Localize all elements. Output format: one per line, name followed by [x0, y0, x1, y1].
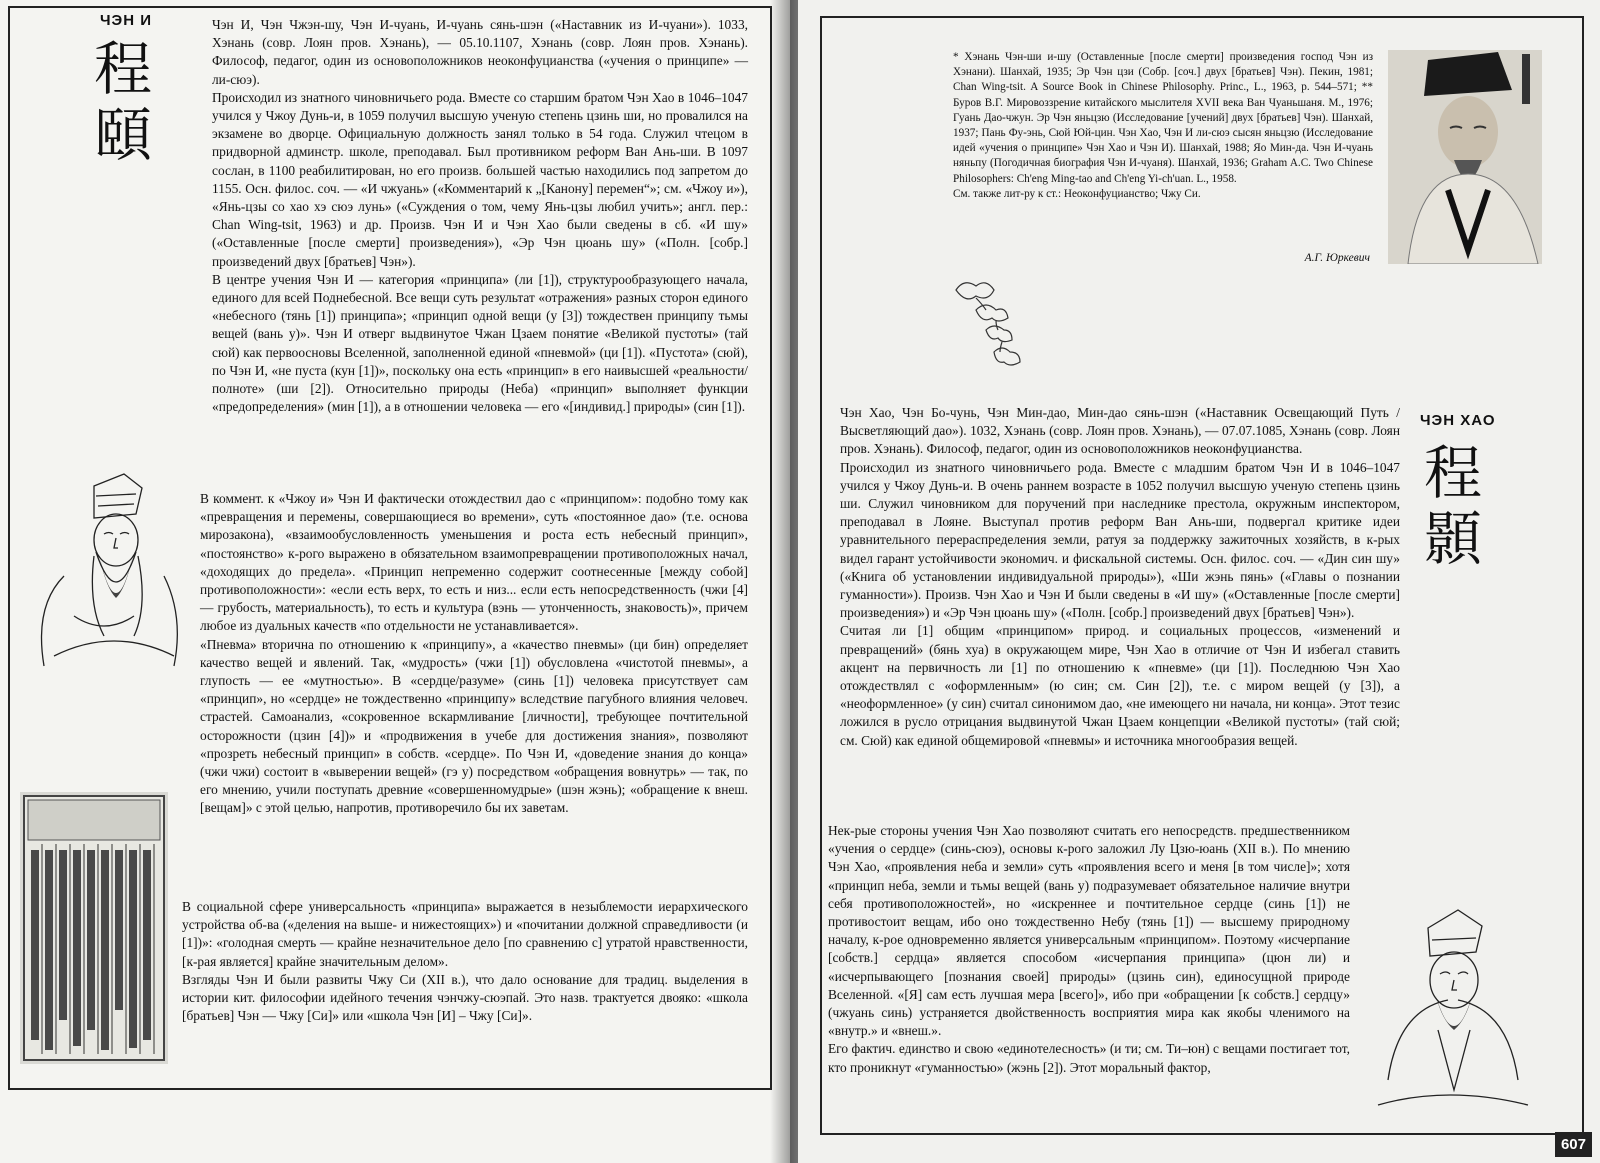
- paragraph: В центре учения Чэн И — категория «принципа» (ли [1]), структурообразующего начала, единого для всей Поднебесной. Все вещи суть результат «отражения» разных сторон единого «небесного (тянь [1]) принципа»; «принцип одной вещи (у [3]) тождествен принципу тьмы вещей (вань у)». Чэн И отверг выдвинутое Чжан Цзаем понятие «Великой пустоты» (тай сюй) как первоосновы Вселенной, заполненной единой «пневмой» (ци [1]). «Пустота» (сюй), по Чэн И, «не пуста (кун [1])», поскольку она есть «принцип» в его наивысшей «реальности/полноте» (ши [2]). Относительно природы (Неба) «принцип» выполняет функции «предопределения» (мин [1]), а в отношении человека — его «[индивид.] природы» (син [1]).: [212, 271, 748, 415]
- paragraph: Происходил из знатного чиновничьего рода. Вместе с младшим братом Чэн И в 1046–1047 учился у Чжоу Дунь-и. В очень раннем возрасте в 1052 получил высшую ученую степень цзинь ши. Служил чиновником для поручений при наследнике престола, окружным инспектором, преподавал в Лояне. Выступал против реформ Ван Ань-ши, подвергал критике идеи уравнительного перераспределения земли, ратуя за поддержку зажиточных хозяйств, в к-рых видел гарант устойчивости экономич. и фискальной системы. Осн. филос. соч. — «Дин син шу» («Книга об установлении индивидуальной природы»), «Ши жэнь пянь» («Главы о познании гуманности»). Произв. Чэн Хао и Чэн И были сведены в «И шу» («Оставленные [после смерти] произведения») и «Эр Чэн цюань шу» («Полн. [собр.] произведений двух [братьев] Чэн»).: [840, 459, 1400, 621]
- chen-hao-portrait: [1358, 900, 1538, 1110]
- bibliography-text: * Хэнань Чэн-ши и-шу (Оставленные [после смерти] произведения господ Чэн из Хэнани). Шанхай, 1935; Эр Чэн цзи (Собр. [соч.] двух [братьев] Чэн). Пекин, 1981; Chan Wing-tsit. A Source Book in Chinese Philosophy. Princ., L., 1963, p. 544–571; ** Буров В.Г. Мировоззрение китайского мыслителя XVII века Ван Чуаньшаня. М., 1976; Гуань Дао-чжун. Эр Чэн яньцзю (Исследование [учений] двух [братьев] Чэн). Шанхай, 1937; Пань Фу-энь, Сюй Юй-цин. Чэн Хао, Чэн И ли-сюэ сысян яньцзю (Исследование идей «учения о принципе» Чэн Хао и Чэн И). Шанхай, 1988; Яо Мин-да. Чэн И-чуань няньпу (Погодичная биография Чэн И-чуаня). Шанхай, 1936; Graham A.C. Two Chinese Philosophers: Ch'eng Ming-tao and Ch'eng Yi-ch'uan. L., 1958.: [953, 51, 1373, 185]
- paragraph: Его фактич. единство и свою «единотелесность» (и ти; см. Ти–юн) с вещами постигает тот, кто проникнут «гуманностью» (жэнь [2]). Этот моральный фактор,: [828, 1041, 1350, 1075]
- woodblock-print-image: [20, 792, 168, 1064]
- chen-yi-article-cont: [200, 490, 748, 818]
- right-page: [798, 0, 1600, 1163]
- article-author: А.Г. Юркевич: [1304, 252, 1370, 264]
- paragraph: В социальной сфере универсальность «принципа» выражается в незыблемости иерархического устройства об-ва («деления на выше- и нижестоящих») и «почитании должной справедливости (и [1])»: «голодная смерть — крайне незначительное дело [по сравнению с] утратой нравственности, [к-рая является] крайне значительным делом».: [182, 899, 748, 969]
- hanzi-char-1: 程: [93, 35, 152, 103]
- paragraph: Происходил из знатного чиновничьего рода. Вместе со старшим братом Чэн Хао в 1046–1047 учился у Чжоу Дунь-и, в 1059 получил высшую ученую степень цзинь ши, но провалился на экзамене во дворце. Официальную должность занял только в 54 года. Служил чтецом в придворной админстр. школе, преподавал. Был противником реформ Ван Ань-ши. В 1097 сослан, в 1100 реабилитирован, но его произв. большей частью находились под запретом до 1155. Осн. филос. соч. — «И чжуань» («Комментарий к „[Канону] перемен“»; см. «Чжоу и»), «Янь-цзы со хао хэ сюэ лунь» («Суждения о том, чему Янь-цзы любил учить»; англ. пер.: Chan Wing-tsit, 1963) и др. Произв. Чэн И и Чэн Хао были сведены в сб. «И шу» («Оставленные [после смерти] произведения»), «Эр Чэн цюань шу» («Полн. [собр.] произведений двух [братьев] Чэн»).: [212, 89, 748, 269]
- cloud-ornament: [946, 270, 1036, 380]
- chen-yi-color-portrait: [1388, 50, 1542, 264]
- paragraph: Взгляды Чэн И были развиты Чжу Си (XII в.), что дало основание для традиц. выделения в истории кит. философии идейного течения чэнчжу-сюэпай. Это назв. трактуется двояко: «школа [братьев] Чэн — Чжу [Си]» или «школа Чэн [И] – Чжу [Си]».: [182, 971, 748, 1024]
- chen-yi-portrait: [24, 466, 184, 686]
- bibliography-notes: [953, 50, 1373, 202]
- paragraph: Чэн Хао, Чэн Бо-чунь, Чэн Мин-дао, Мин-дао сянь-шэн («Наставник Освещающий Путь / Высветляющий дао»). 1032, Хэнань (совр. Лоян пров. Хэнань), — 07.07.1085, Хэнань (совр. Лоян пров. Хэнань). Философ, педагог, один из основоположников неоконфуцианства.: [840, 405, 1400, 457]
- paragraph: «Пневма» вторична по отношению к «принципу», а «качество пневмы» (ци бин) определяет качество вещей и явлений. Так, «мудрость» (чжи [1]) обусловлена «чистотой пневмы», а глупость — ее «мутностью». В «сердце/разуме» (синь [1]) человека присутствует сам «принцип», но «сердце» не тождественно «принципу» вследствие пагубного влияния человеч. страстей. Самоанализ, «сокровенное вскармливание [личности], требующее почтительной осторожности (цзин [4])» и «продвижения в учебе для достижения знания», позволяют «прозреть небесный принцип» в собств. «сердце». По Чэн И, «доведение знания до конца» (чжи чжи) состоит в «выверении вещей» (гэ у) посредством «обращения вовнутрь» — так, по его мнению, учили поступать древние «совершенномудрые» (шэн жэнь); «обращение к внеш. [вещам]» с этой целью, напротив, противоречило бы их заветам.: [200, 636, 748, 816]
- paragraph: Считая ли [1] общим «принципом» природ. и социальных процессов, «изменений и превращений» (бянь хуа) в окружающем мире, Чэн Хао в отличие от Чэн И избегал ставить акцент на первичность ли [1] по отношению к «пневме» (ци [1]). Последнюю Чэн Хао отождествлял с «оформленным» (ю син; см. Син [2]), т.е. с миром вещей (у [3]), а «неоформленное» (у син) считал синонимом дао, «не имеющего ни начала, ни конца». Этот тезис ложился в русло отрицания выдвинутой Чжан Цзаем концепции «Великой пустоты» (тай сюй; см. Сюй) как единой общемировой «пневмы» и источника многообразия вещей.: [840, 623, 1400, 748]
- chen-yi-hanzi: [88, 36, 158, 168]
- paragraph: Нек-рые стороны учения Чэн Хао позволяют считать его непосредств. предшественником «учения о сердце» (синь-сюэ), основы к-рого заложил Лу Цзю-юань (XII в.). По мнению Чэн Хао, «проявления неба и земли» суть «проявления всего и меня [в том числе]»; хотя «принцип неба, земли и тьмы вещей (вань у) подразумевает обязательное наличие внутри себя противоположностей», но «искреннее и почтительное сердце (синь [1]) не противостоит вещам, ибо оно тождественно Небу (тянь [1]) — высшему природному началу, к-рое одновременно является универсальным «принципом». Поэтому «исчерпание [собств.] сердца» является способом «исчерпания принципа» (цюн ли) и «исчерпывающего [познания своей] природы» (цзинь син), единосущной природе Вселенной. «[Я] сам есть лучшая мера [всего]», ибо при «обращении [к собств.] сердцу» (чжуань синь) устраняется двойственность восприятия мира как якобы членимого на «внутр.» и «внеш.».: [828, 823, 1350, 1039]
- chen-hao-article: [840, 404, 1400, 750]
- hanzi-char-2: 顥: [1423, 505, 1482, 573]
- hanzi-char-2: 頤: [93, 101, 152, 169]
- chen-hao-hanzi: [1418, 440, 1488, 572]
- see-also-text: См. также лит-ру к ст.: Неоконфуцианство; Чжу Си.: [953, 187, 1201, 200]
- paragraph: Чэн И, Чэн Чжэн-шу, Чэн И-чуань, И-чуань сянь-шэн («Наставник из И-чуани»). 1033, Хэнань (совр. Лоян пров. Хэнань), — 05.10.1107, Хэнань (совр. Лоян пров. Хэнань). Философ, педагог, один из основоположников неоконфуцианства («учения о принципе» — ли-сюэ).: [212, 17, 748, 87]
- paragraph: В коммент. к «Чжоу и» Чэн И фактически отождествил дао с «принципом»: подобно тому как «превращения и перемены, совершающиеся во времени», суть «постоянное дао» (т.е. основа мирозакона), «взаимообусловленность уменьшения и роста есть небесный принцип», «постоянство» к-рого выражено в обязательном взаимопревращении противоположных начал, «доходящих до предела». «Принцип непременно содержит соотнесенные [между собой] противоположности»: «если есть верх, то есть и низ... если есть непосредственность (чжи [4] — грубость, материальность), то есть и культура (вэнь — утонченность, знаковость)», причем любое из дуальных качеств «по отдельности не устанавливается».: [200, 491, 748, 634]
- hanzi-char-1: 程: [1423, 439, 1482, 507]
- entry-title-chen-yi: ЧЭН И: [100, 12, 152, 29]
- page-number: 607: [1555, 1132, 1592, 1157]
- chen-yi-article: [212, 16, 748, 416]
- chen-yi-article-end: [182, 898, 748, 1025]
- entry-title-chen-hao: ЧЭН ХАО: [1420, 412, 1496, 429]
- chen-hao-article-cont: [828, 822, 1350, 1077]
- left-page: [0, 0, 790, 1163]
